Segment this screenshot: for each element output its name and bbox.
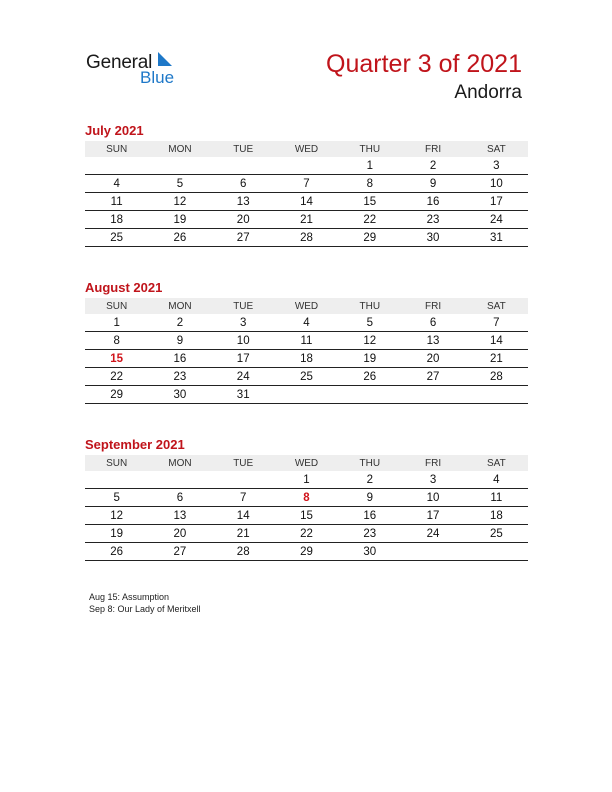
month-title: July 2021 — [85, 123, 144, 138]
day-cell: 6 — [401, 314, 464, 332]
quarter-title: Quarter 3 of 2021 — [326, 50, 522, 78]
day-cell: 16 — [338, 507, 401, 525]
month-september — [85, 436, 528, 561]
holiday-notes — [89, 591, 201, 615]
day-cell: 11 — [85, 193, 148, 211]
day-cell: 3 — [401, 471, 464, 489]
weekday-header: THU — [338, 455, 401, 471]
day-cell: 2 — [148, 314, 211, 332]
day-cell: 10 — [401, 489, 464, 507]
day-cell: 20 — [148, 525, 211, 543]
day-cell: 13 — [212, 193, 275, 211]
day-cell: 20 — [401, 350, 464, 368]
day-cell: 7 — [275, 175, 338, 193]
weekday-header: FRI — [401, 455, 464, 471]
day-cell: 17 — [401, 507, 464, 525]
empty-day-cell — [148, 471, 211, 489]
holiday-note: Aug 15: Assumption — [89, 592, 170, 602]
day-cell: 19 — [85, 525, 148, 543]
day-cell: 14 — [465, 332, 528, 350]
empty-day-cell — [338, 386, 401, 404]
day-cell: 2 — [338, 471, 401, 489]
day-cell: 12 — [85, 507, 148, 525]
day-cell: 22 — [275, 525, 338, 543]
empty-day-cell — [401, 543, 464, 561]
week-row — [85, 471, 528, 489]
day-cell: 25 — [465, 525, 528, 543]
day-cell: 5 — [148, 175, 211, 193]
day-cell: 28 — [465, 368, 528, 386]
weekday-header: MON — [148, 141, 211, 157]
weekday-header: SUN — [85, 298, 148, 314]
day-cell: 18 — [275, 350, 338, 368]
logo-general-text: General — [86, 52, 153, 73]
day-cell: 24 — [212, 368, 275, 386]
day-cell: 19 — [338, 350, 401, 368]
day-cell: 24 — [401, 525, 464, 543]
weekday-header: TUE — [212, 455, 275, 471]
empty-day-cell — [85, 471, 148, 489]
day-cell: 31 — [212, 386, 275, 404]
day-cell: 1 — [275, 471, 338, 489]
weekday-header: WED — [275, 298, 338, 314]
day-cell: 14 — [212, 507, 275, 525]
day-cell: 12 — [338, 332, 401, 350]
weekday-header: THU — [338, 141, 401, 157]
day-cell: 15 — [275, 507, 338, 525]
day-cell: 20 — [212, 211, 275, 229]
day-cell: 22 — [338, 211, 401, 229]
week-row — [85, 332, 528, 350]
weekday-header: SAT — [465, 141, 528, 157]
day-cell: 18 — [85, 211, 148, 229]
day-cell: 28 — [275, 229, 338, 247]
week-row — [85, 193, 528, 211]
day-cell: 21 — [212, 525, 275, 543]
week-row — [85, 525, 528, 543]
empty-day-cell — [465, 386, 528, 404]
day-cell: 24 — [465, 211, 528, 229]
holiday-note: Sep 8: Our Lady of Meritxell — [89, 604, 201, 614]
weekday-header: SAT — [465, 455, 528, 471]
day-cell: 22 — [85, 368, 148, 386]
day-cell: 1 — [338, 157, 401, 175]
empty-day-cell — [212, 157, 275, 175]
day-cell: 16 — [148, 350, 211, 368]
day-cell: 17 — [465, 193, 528, 211]
day-cell: 9 — [148, 332, 211, 350]
empty-day-cell — [465, 543, 528, 561]
logo-triangle-icon — [158, 52, 172, 66]
day-cell: 9 — [401, 175, 464, 193]
day-cell: 25 — [275, 368, 338, 386]
weekday-header: SAT — [465, 298, 528, 314]
day-cell: 19 — [148, 211, 211, 229]
calendar-table — [85, 298, 528, 404]
day-cell: 17 — [212, 350, 275, 368]
week-row — [85, 211, 528, 229]
day-cell: 4 — [465, 471, 528, 489]
empty-day-cell — [212, 471, 275, 489]
day-cell: 4 — [275, 314, 338, 332]
week-row — [85, 543, 528, 561]
day-cell: 6 — [212, 175, 275, 193]
day-cell: 23 — [148, 368, 211, 386]
weekday-header: TUE — [212, 298, 275, 314]
day-cell: 27 — [148, 543, 211, 561]
logo-blue-text: Blue — [140, 68, 175, 87]
day-cell: 26 — [148, 229, 211, 247]
weekday-header: SUN — [85, 455, 148, 471]
month-title: August 2021 — [85, 280, 163, 295]
day-cell: 4 — [85, 175, 148, 193]
day-cell: 29 — [338, 229, 401, 247]
empty-day-cell — [275, 386, 338, 404]
day-cell: 14 — [275, 193, 338, 211]
calendar-table — [85, 141, 528, 247]
weekday-header: FRI — [401, 141, 464, 157]
weekday-header: TUE — [212, 141, 275, 157]
day-cell: 7 — [465, 314, 528, 332]
day-cell: 23 — [338, 525, 401, 543]
day-cell: 15 — [85, 350, 148, 368]
day-cell: 21 — [275, 211, 338, 229]
weekday-header: THU — [338, 298, 401, 314]
month-july — [85, 122, 528, 247]
day-cell: 8 — [338, 175, 401, 193]
day-cell: 5 — [85, 489, 148, 507]
day-cell: 31 — [465, 229, 528, 247]
week-row — [85, 157, 528, 175]
day-cell: 27 — [401, 368, 464, 386]
day-cell: 29 — [85, 386, 148, 404]
empty-day-cell — [401, 386, 464, 404]
day-cell: 18 — [465, 507, 528, 525]
empty-day-cell — [148, 157, 211, 175]
day-cell: 11 — [275, 332, 338, 350]
day-cell: 7 — [212, 489, 275, 507]
week-row — [85, 350, 528, 368]
day-cell: 30 — [338, 543, 401, 561]
calendar-table — [85, 455, 528, 561]
weekday-header: WED — [275, 141, 338, 157]
month-title: September 2021 — [85, 437, 185, 452]
day-cell: 5 — [338, 314, 401, 332]
day-cell: 9 — [338, 489, 401, 507]
day-cell: 11 — [465, 489, 528, 507]
day-cell: 21 — [465, 350, 528, 368]
day-cell: 25 — [85, 229, 148, 247]
weekday-header: MON — [148, 298, 211, 314]
week-row — [85, 386, 528, 404]
day-cell: 12 — [148, 193, 211, 211]
day-cell: 26 — [85, 543, 148, 561]
day-cell: 3 — [212, 314, 275, 332]
day-cell: 28 — [212, 543, 275, 561]
day-cell: 30 — [401, 229, 464, 247]
day-cell: 27 — [212, 229, 275, 247]
day-cell: 10 — [212, 332, 275, 350]
day-cell: 8 — [85, 332, 148, 350]
week-row — [85, 489, 528, 507]
day-cell: 26 — [338, 368, 401, 386]
day-cell: 23 — [401, 211, 464, 229]
logo — [86, 50, 196, 90]
day-cell: 10 — [465, 175, 528, 193]
country-name: Andorra — [454, 82, 522, 103]
day-cell: 15 — [338, 193, 401, 211]
day-cell: 16 — [401, 193, 464, 211]
day-cell: 30 — [148, 386, 211, 404]
empty-day-cell — [275, 157, 338, 175]
week-row — [85, 368, 528, 386]
day-cell: 8 — [275, 489, 338, 507]
empty-day-cell — [85, 157, 148, 175]
day-cell: 29 — [275, 543, 338, 561]
day-cell: 2 — [401, 157, 464, 175]
day-cell: 3 — [465, 157, 528, 175]
week-row — [85, 507, 528, 525]
week-row — [85, 175, 528, 193]
weekday-header: FRI — [401, 298, 464, 314]
week-row — [85, 314, 528, 332]
day-cell: 13 — [148, 507, 211, 525]
day-cell: 13 — [401, 332, 464, 350]
weekday-header: SUN — [85, 141, 148, 157]
month-august — [85, 279, 528, 404]
day-cell: 1 — [85, 314, 148, 332]
day-cell: 6 — [148, 489, 211, 507]
weekday-header: MON — [148, 455, 211, 471]
weekday-header: WED — [275, 455, 338, 471]
week-row — [85, 229, 528, 247]
